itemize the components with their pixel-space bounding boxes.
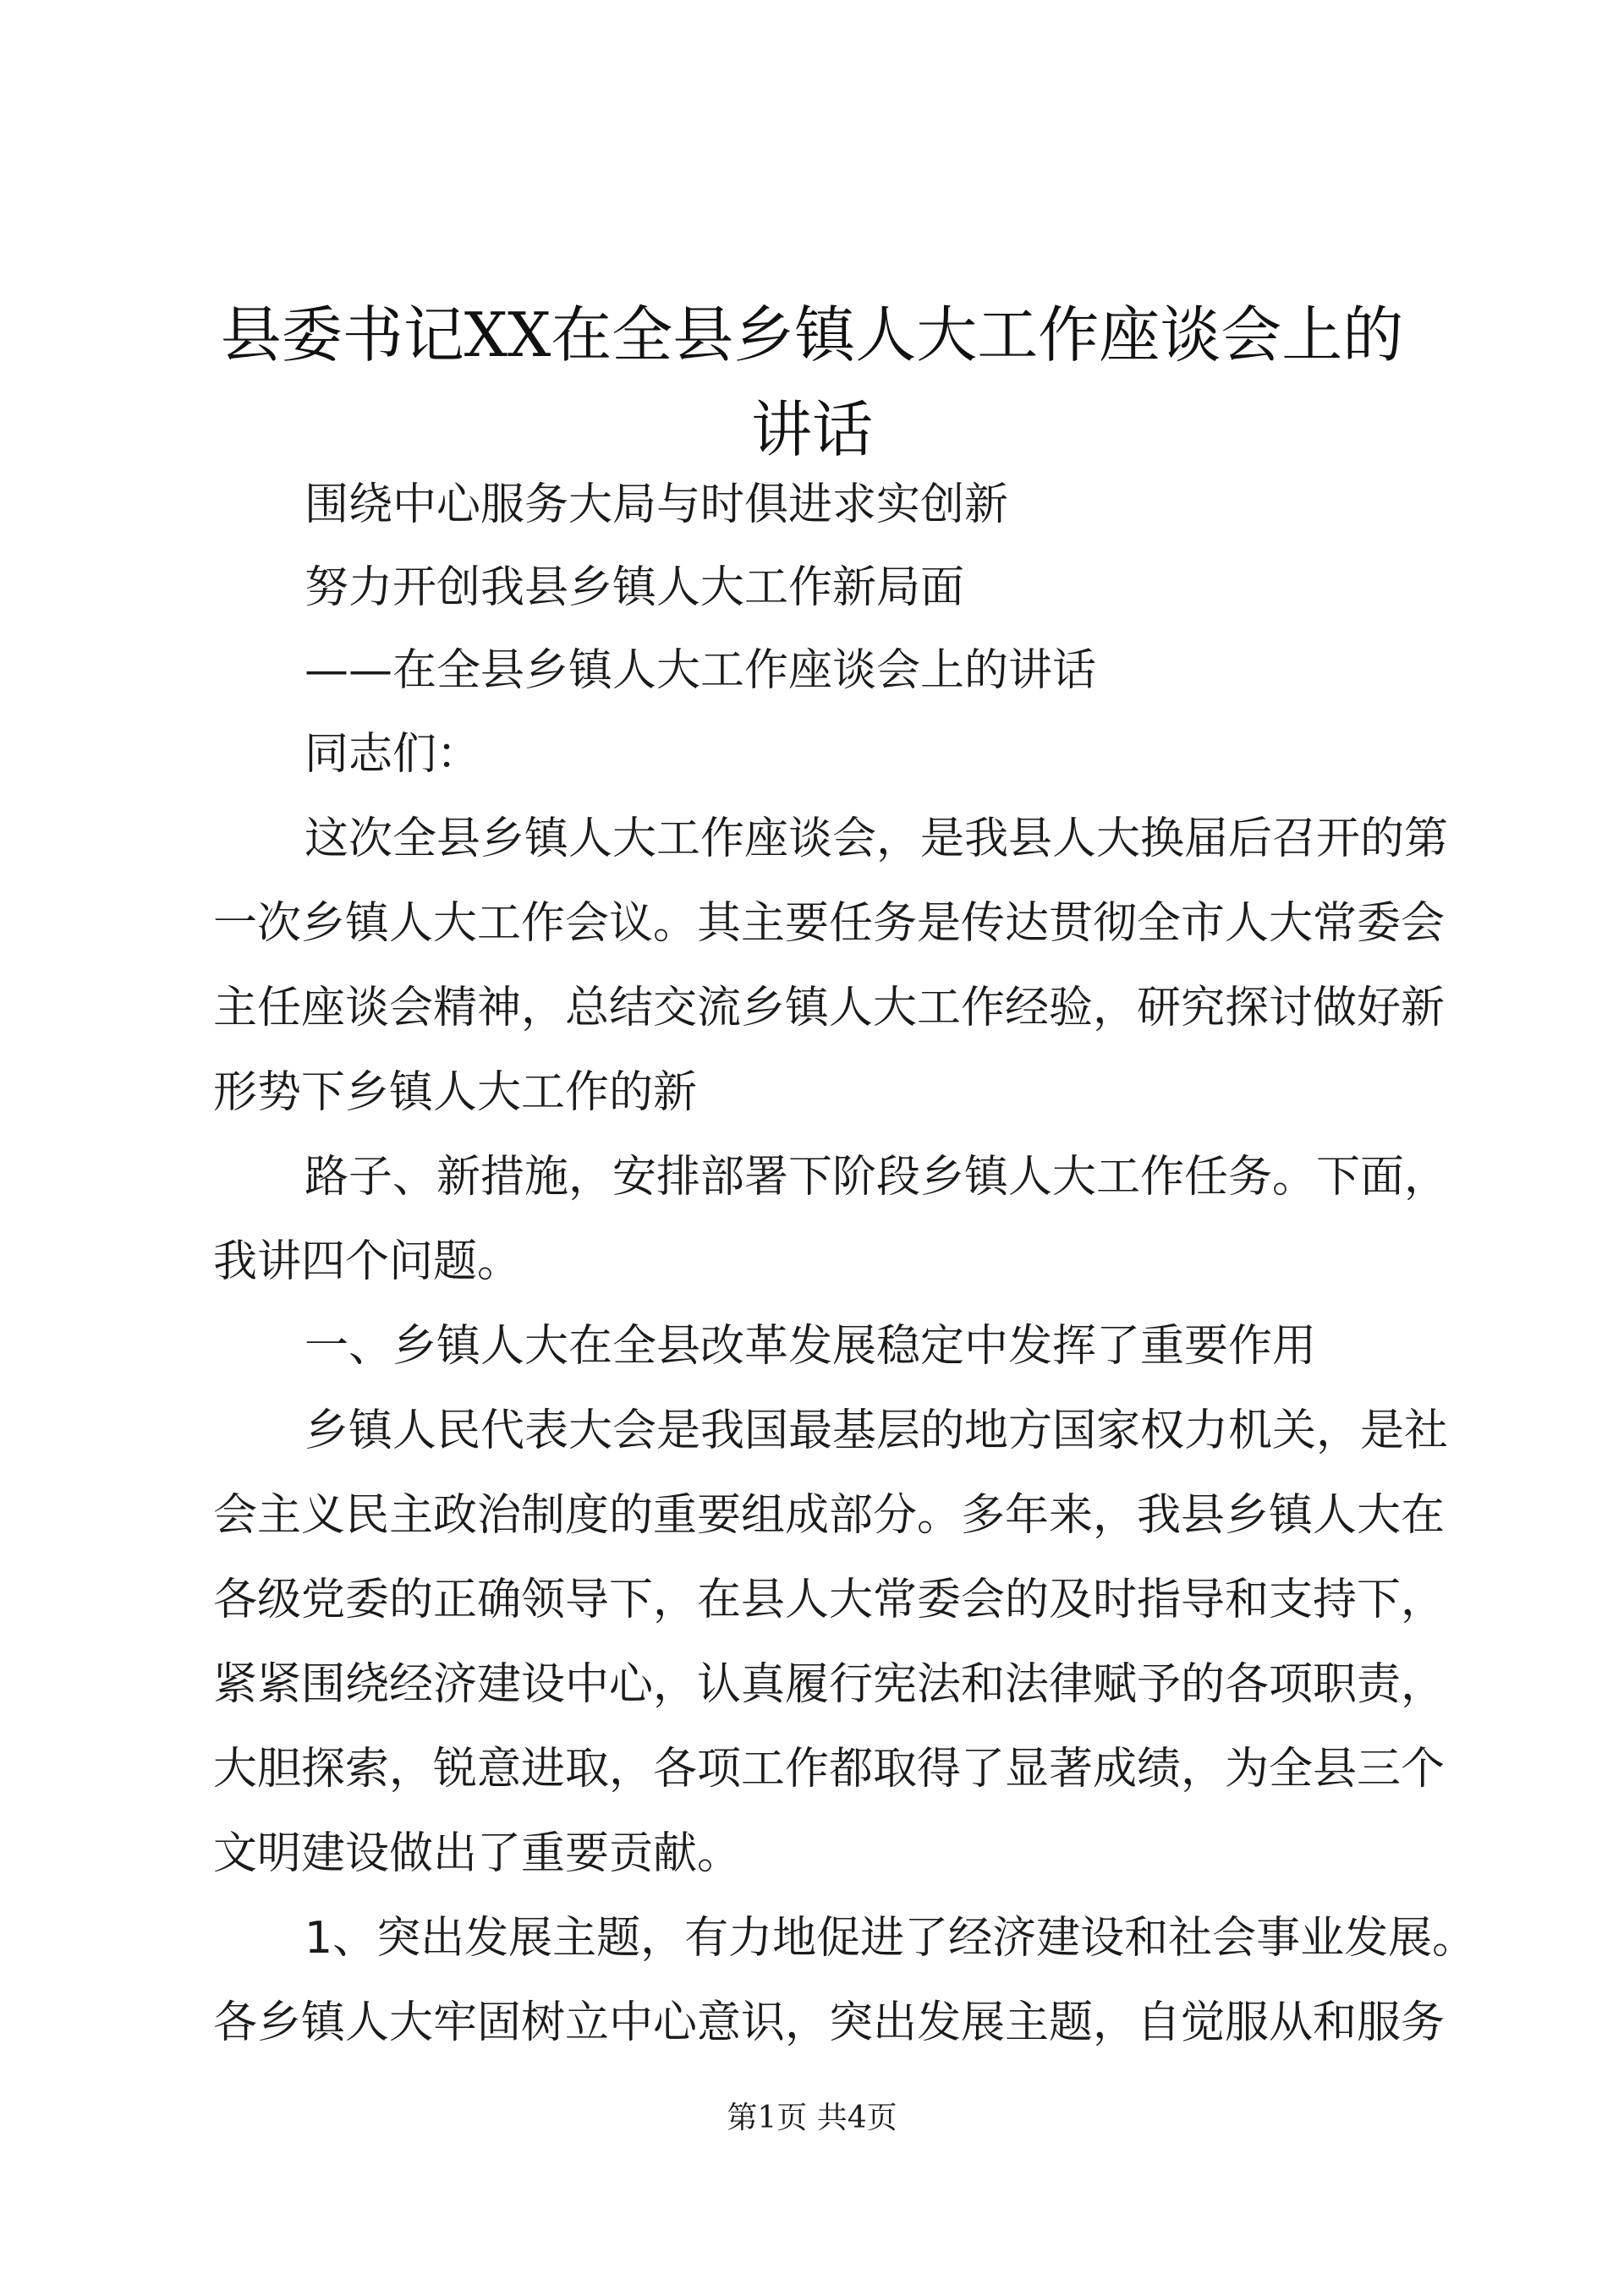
subtitle-line: ——在全县乡镇人大工作座谈会上的讲话 [304,645,1097,696]
paragraph-line: 这次全县乡镇人大工作座谈会，是我县人大换届后召开的第 [304,814,1449,864]
paragraph-line: 紧紧围绕经济建设中心，认真履行宪法和法律赋予的各项职责， [213,1659,1446,1710]
paragraph-line: 路子、新措施，安排部署下阶段乡镇人大工作任务。下面， [304,1152,1449,1203]
title-line: 县委书记XX在全县乡镇人大工作座谈会上的 [220,299,1404,370]
paragraph-line: 我讲四个问题。 [213,1236,522,1287]
paragraph-line: 主任座谈会精神，总结交流乡镇人大工作经验，研究探讨做好新 [213,983,1446,1033]
document-body [213,463,1477,2065]
paragraph-line: 1、突出发展主题，有力地促进了经济建设和社会事业发展。 [304,1913,1477,1964]
paragraph-line: 文明建设做出了重要贡献。 [213,1828,742,1879]
paragraph-line: 大胆探索，锐意进取，各项工作都取得了显著成绩，为全县三个 [213,1744,1446,1795]
paragraph-line: 一次乡镇人大工作会议。其主要任务是传达贯彻全市人大常委会 [213,898,1446,949]
title-line: 讲话 [750,394,873,465]
subtitle-line: 围绕中心服务大局与时俱进求实创新 [304,479,1009,530]
subtitle-line: 努力开创我县乡镇人大工作新局面 [304,562,965,613]
page-number-footer: 第1页 共4页 [727,2101,897,2135]
document-title [152,288,1472,477]
section-heading: 一、乡镇人大在全县改革发展稳定中发挥了重要作用 [304,1321,1317,1372]
paragraph-line: 会主义民主政治制度的重要组成部分。多年来，我县乡镇人大在 [213,1490,1446,1541]
paragraph-line: 各乡镇人大牢固树立中心意识，突出发展主题，自觉服从和服务 [213,1997,1446,2048]
paragraph-line: 乡镇人民代表大会是我国最基层的地方国家权力机关，是社 [304,1406,1449,1456]
salutation: 同志们： [304,729,481,780]
paragraph-line: 形势下乡镇人大工作的新 [213,1067,698,1118]
paragraph-line: 各级党委的正确领导下，在县人大常委会的及时指导和支持下， [213,1575,1446,1625]
